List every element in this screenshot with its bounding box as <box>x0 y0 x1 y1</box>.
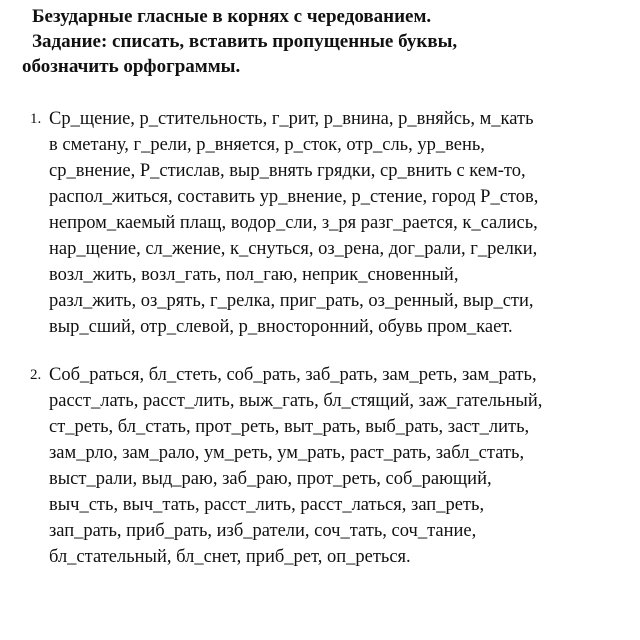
text-line: распол_житься, составить ур_внение, р_стение, город Р_стов, <box>49 187 539 207</box>
text-line: непром_каемый плащ, водор_сли, з_ря разг_рается, к_сались, <box>49 213 538 233</box>
text-line: выст_рали, выд_раю, заб_раю, прот_реть, соб_рающий, <box>49 469 492 489</box>
text-line: разл_жить, оз_рять, г_релка, приг_рать, оз_ренный, выр_сти, <box>49 291 534 311</box>
text-line: зап_рать, приб_рать, изб_ратели, соч_тать, соч_тание, <box>49 521 477 541</box>
assignment-header <box>0 4 640 79</box>
text-line: нар_щение, сл_жение, к_снуться, оз_рена, дог_рали, г_релки, <box>49 239 538 259</box>
text-line: выч_сть, выч_тать, расст_лить, расст_латься, зап_реть, <box>49 495 485 515</box>
header-title: Безударные гласные в корнях с чередованием. <box>32 6 432 27</box>
exercise-text <box>49 106 634 340</box>
text-line: возл_жить, возл_гать, пол_гаю, неприк_сновенный, <box>49 265 459 285</box>
exercise-number: 2. <box>30 367 42 383</box>
exercise-number: 1. <box>30 111 42 127</box>
text-line: бл_стательный, бл_снет, приб_рет, оп_реться. <box>49 547 411 567</box>
text-line: ср_внение, Р_стислав, выр_внять грядки, ср_внить с кем-то, <box>49 161 526 181</box>
text-line: Соб_раться, бл_стеть, соб_рать, заб_рать, зам_реть, зам_рать, <box>49 365 537 385</box>
header-task-continued: обозначить орфограммы. <box>22 56 241 77</box>
text-line: ст_реть, бл_стать, прот_реть, выт_рать, выб_рать, заст_лить, <box>49 417 530 437</box>
exercise-text <box>49 362 634 570</box>
text-line: расст_лать, расст_лить, выж_гать, бл_стящий, заж_гательный, <box>49 391 543 411</box>
header-task: Задание: списать, вставить пропущенные буквы, <box>32 31 458 52</box>
text-line: зам_рло, зам_рало, ум_реть, ум_рать, раст_рать, забл_стать, <box>49 443 525 463</box>
text-line: выр_сший, отр_слевой, р_вносторонний, обувь пром_кает. <box>49 317 513 337</box>
text-line: Ср_щение, р_стительность, г_рит, р_внина, р_вняйсь, м_кать <box>49 109 534 129</box>
text-line: в сметану, г_рели, р_вняется, р_сток, отр_сль, ур_вень, <box>49 135 485 155</box>
